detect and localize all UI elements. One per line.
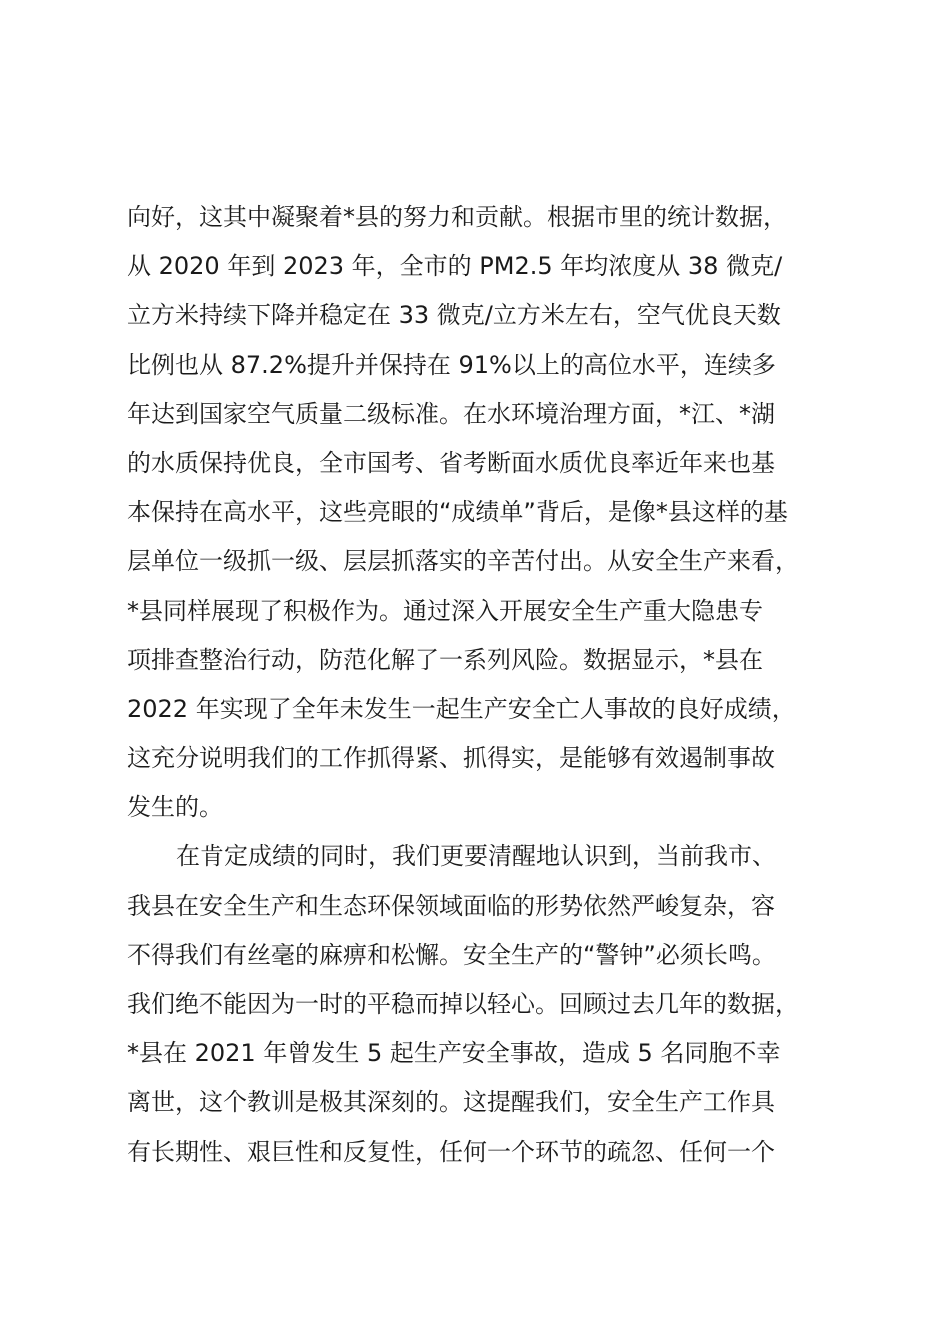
text-line: 发生的。 (127, 793, 223, 822)
text-line: 比例也从 87.2%提升并保持在 91%以上的高位水平，连续多 (127, 350, 776, 379)
text-line: 从 2020 年到 2023 年，全市的 PM2.5 年均浓度从 38 微克/ (127, 252, 783, 281)
text-line: 立方米持续下降并稳定在 33 微克/立方米左右，空气优良天数 (127, 301, 781, 330)
paragraph-first-line: 在肯定成绩的同时，我们更要清醒地认识到，当前我市、 (176, 842, 776, 871)
text-line: 向好，这其中凝聚着*县的努力和贡献。根据市里的统计数据， (127, 203, 787, 231)
text-line: 我们绝不能因为一时的平稳而掉以轻心。回顾过去几年的数据， (127, 990, 799, 1018)
text-line: 的水质保持优良，全市国考、省考断面水质优良率近年来也基 (127, 448, 775, 477)
text-line: 项排查整治行动，防范化解了一系列风险。数据显示，*县在 (127, 645, 763, 674)
text-line: 本保持在高水平，这些亮眼的“成绩单”背后，是像*县这样的基 (127, 498, 788, 527)
text-line: 2022 年实现了全年未发生一起生产安全亡人事故的良好成绩， (127, 694, 796, 723)
text-line: *县在 2021 年曾发生 5 起生产安全事故，造成 5 名同胞不幸 (127, 1039, 781, 1068)
text-line: *县同样展现了积极作为。通过深入开展安全生产重大隐患专 (127, 596, 763, 625)
text-line: 层单位一级抓一级、层层抓落实的辛苦付出。从安全生产来看， (127, 547, 799, 576)
text-line: 年达到国家空气质量二级标准。在水环境治理方面，*江、*湖 (127, 399, 775, 428)
text-line: 有长期性、艰巨性和反复性，任何一个环节的疏忽、任何一个 (127, 1137, 775, 1166)
text-line: 不得我们有丝毫的麻痹和松懈。安全生产的“警钟”必须长鸣。 (127, 940, 776, 969)
text-line: 离世，这个教训是极其深刻的。这提醒我们，安全生产工作具 (127, 1088, 775, 1117)
text-line: 这充分说明我们的工作抓得紧、抓得实，是能够有效遏制事故 (127, 744, 775, 773)
text-line: 我县在安全生产和生态环保领域面临的形势依然严峻复杂，容 (127, 891, 775, 920)
document-body (127, 193, 847, 1177)
